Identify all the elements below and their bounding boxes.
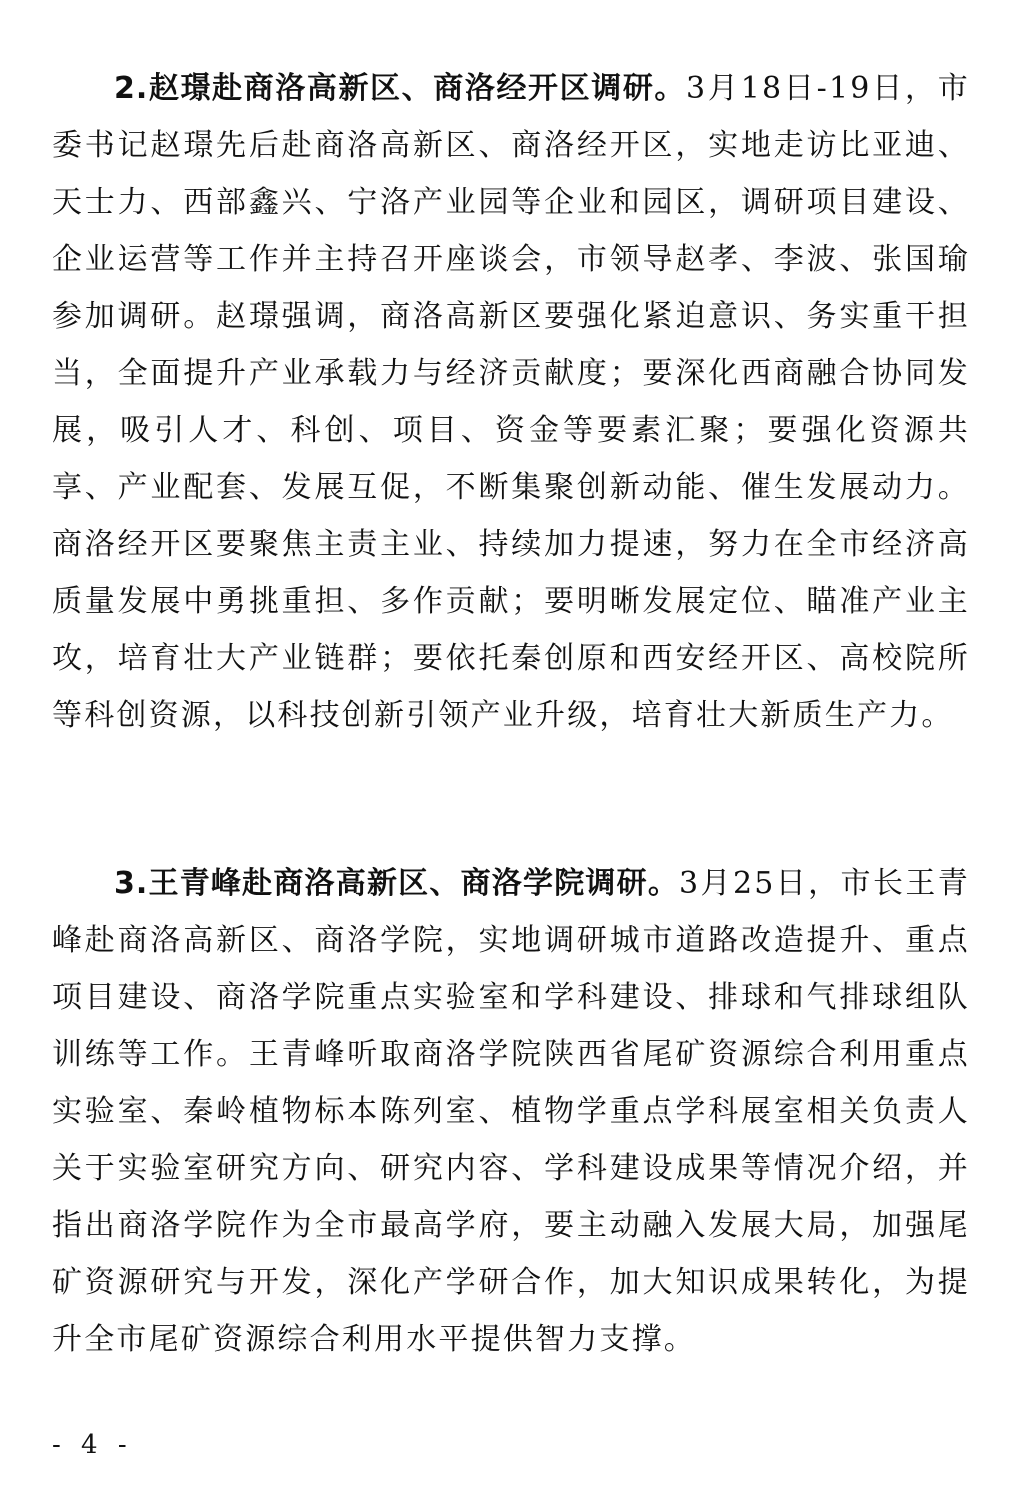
paragraph-body: 3月18日-19日，市委书记赵璟先后赴商洛高新区、商洛经开区，实地走访比亚迪、天士力、西部鑫兴、宁洛产业园等企业和园区，调研项目建设、企业运营等工作并主持召开座谈会，市领导赵孝、李波、张国瑜参加调研。赵璟强调，商洛高新区要强化紧迫意识、务实重干担当，全面提升产业承载力与经济贡献度；要深化西商融合协同发展，吸引人才、科创、项目、资金等要素汇聚；要强化资源共享、产业配套、发展互促，不断集聚创新动能、催生发展动力。商洛经开区要聚焦主责主业、持续加力提速，努力在全市经济高质量发展中勇挑重担、多作贡献；要明晰发展定位、瞄准产业主攻，培育壮大产业链群；要依托秦创原和西安经开区、高校院所等科创资源，以科技创新引领产业升级，培育壮大新质生产力。 [52, 71, 970, 733]
news-item-wang-qingfeng [52, 855, 970, 1368]
paragraph-heading: 3.王青峰赴商洛高新区、商洛学院调研。 [114, 866, 680, 901]
page-number: - 4 - [52, 1430, 133, 1460]
paragraph-body: 3月25日，市长王青峰赴商洛高新区、商洛学院，实地调研城市道路改造提升、重点项目建设、商洛学院重点实验室和学科建设、排球和气排球组队训练等工作。王青峰听取商洛学院陕西省尾矿资源综合利用重点实验室、秦岭植物标本陈列室、植物学重点学科展室相关负责人关于实验室研究方向、研究内容、学科建设成果等情况介绍，并指出商洛学院作为全市最高学府，要主动融入发展大局，加强尾矿资源研究与开发，深化产学研合作，加大知识成果转化，为提升全市尾矿资源综合利用水平提供智力支撑。 [52, 866, 970, 1357]
paragraph-heading: 2.赵璟赴商洛高新区、商洛经开区调研。 [114, 71, 687, 106]
paragraph [52, 855, 970, 1368]
paragraph [52, 60, 970, 744]
news-item-zhao-jing [52, 60, 970, 744]
